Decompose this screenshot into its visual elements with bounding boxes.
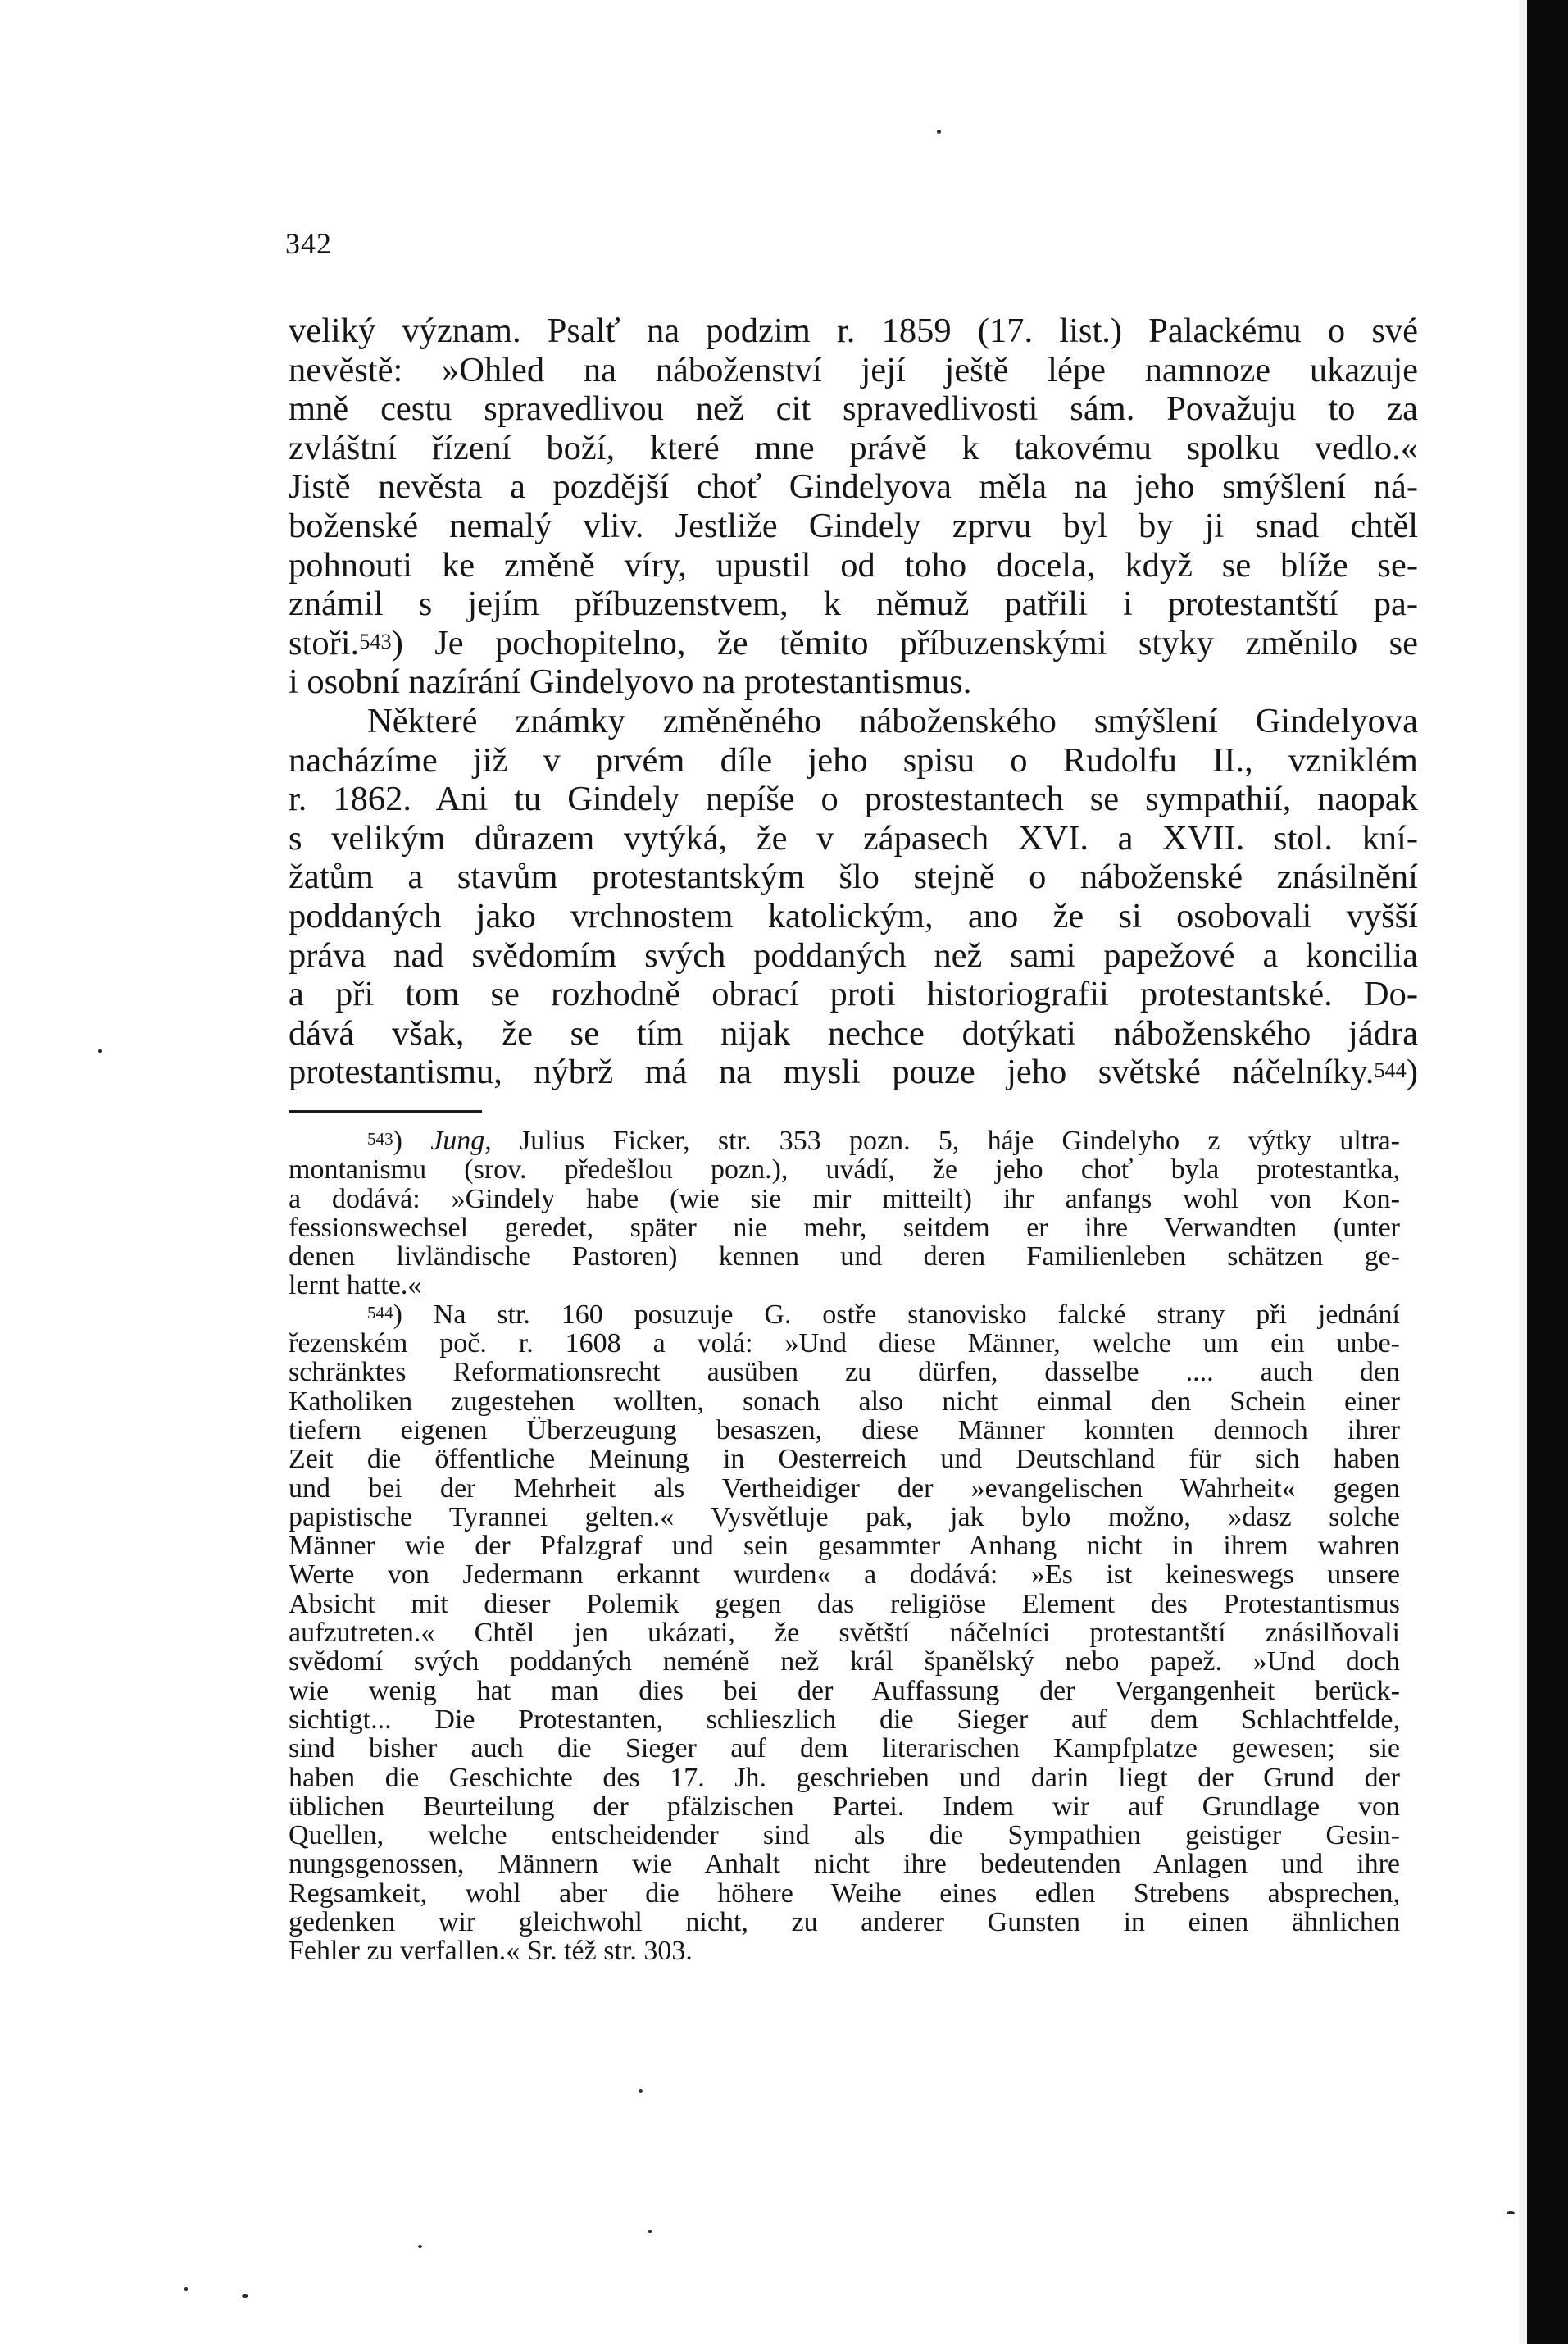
footnote-line: gedenken wir gleichwohl nicht, zu anderer Gunsten in einen ähnlichen: [289, 1907, 1400, 1938]
footnote-line: üblichen Beurteilung der pfälzischen Partei. Indem wir auf Grundlage von: [289, 1791, 1400, 1822]
footnote-line: schränktes Reformationsrecht ausüben zu dürfen, dasselbe .... auch den: [289, 1357, 1400, 1388]
footnote-line: Katholiken zugestehen wollten, sonach also nicht einmal den Schein einer: [289, 1386, 1400, 1417]
text-line: žatům a stavům protestantským šlo stejně o náboženské znásilnění: [289, 858, 1418, 897]
footnote-line: Regsamkeit, wohl aber die höhere Weihe eines edlen Strebens absprechen,: [289, 1877, 1400, 1909]
text-line: poddaných jako vrchnostem katolickým, ano že si osobovali vyšší: [289, 896, 1418, 935]
footnote-line: tiefern eigenen Überzeugung besaszen, diese Männer konnten dennoch ihrer: [289, 1414, 1400, 1445]
footnotes: [289, 1126, 1400, 1966]
footnote-line: $^{543}$) Jung, Julius Ficker, str. 353 pozn. 5, háje Gindelyho z výtky ultra-: [367, 1126, 1400, 1156]
footnote-544: [289, 1300, 1400, 1966]
text-fragment: Na str. 160 posuzuje G. ostře stanovisko falcké strany při jednání: [433, 1299, 1400, 1330]
text-line: zvláštní řízení boží, které mne právě k takovému spolku vedlo.«: [289, 428, 1418, 467]
text-line: dává však, že se tím nijak nechce dotýkati náboženského jádra: [289, 1013, 1418, 1053]
footnote-line: Absicht mit dieser Polemik gegen das religiöse Element des Protestantismus: [289, 1588, 1400, 1619]
footnote-line: Männer wie der Pfalzgraf und sein gesammter Anhang nicht in ihrem wahren: [289, 1531, 1400, 1562]
text-line: Jistě nevěsta a pozdější choť Gindelyova měla na jeho smýšlení ná-: [289, 467, 1418, 507]
footnote-line: Werte von Jedermann erkannt wurden« a dodává: »Es ist keineswegs unsere: [289, 1559, 1400, 1591]
footnote-line: Fehler zu verfallen.« Sr. též str. 303.: [289, 1936, 693, 1967]
footnote-author: Jung,: [430, 1126, 492, 1156]
page-number: 342: [285, 227, 332, 260]
text-line: pohnouti ke změně víry, upustil od toho docela, když se blíže se-: [289, 545, 1418, 585]
footnote-line: Quellen, welche entscheidender sind als die Sympathien geistiger Gesin-: [289, 1820, 1400, 1851]
footnote-line: a dodává: »Gindely habe (wie sie mir mitteilt) ihr anfangs wohl von Kon-: [289, 1183, 1400, 1214]
footnote-ref-543: 543: [359, 629, 392, 653]
text-line: s velikým důrazem vytýká, že v zápasech XVI. a XVII. stol. kní-: [289, 818, 1418, 858]
scan-speck: [937, 130, 941, 134]
footnote-line: řezenském poč. r. 1608 a volá: »Und diese Männer, welche um ein unbe-: [289, 1328, 1400, 1359]
footnote-separator: [289, 1110, 482, 1113]
paragraph-2: [289, 702, 1418, 1092]
scan-speck: [648, 2230, 652, 2233]
footnote-ref-544: 544: [1374, 1058, 1407, 1083]
text-line: a při tom se rozhodně obrací proti historiografii protestantské. Do-: [289, 975, 1418, 1014]
text-fragment: Julius Ficker, str. 353 pozn. 5, háje Gindelyho z výtky ultra-: [520, 1126, 1400, 1156]
scan-speck: [98, 1049, 102, 1053]
text-line: známil s jejím příbuzenstvem, k němuž patřili i protestantští pa-: [289, 585, 1418, 624]
footnote-line: denen livländische Pastoren) kennen und deren Familienleben schätzen ge-: [289, 1241, 1400, 1272]
footnote-marker: 543: [367, 1129, 393, 1149]
scan-speck: [242, 2294, 248, 2298]
scan-speck: [639, 2089, 643, 2093]
footnote-line: Zeit die öffentliche Meinung in Oesterreich und Deutschland für sich haben: [289, 1444, 1400, 1475]
text-fragment: ): [1406, 1053, 1418, 1092]
footnote-line: papistische Tyrannei gelten.« Vysvětluje pak, jak bylo možno, »dasz solche: [289, 1501, 1400, 1532]
text-line: Některé známky změněného náboženského smýšlení Gindelyova: [367, 701, 1418, 740]
paragraph-1: [289, 312, 1418, 702]
text-line: práva nad svědomím svých poddaných než sami papežové a koncilia: [289, 935, 1418, 975]
footnote-line: fessionswechsel geredet, später nie mehr, seitdem er ihre Verwandten (unter: [289, 1212, 1400, 1243]
text-line: mně cestu spravedlivou než cit spravedlivosti sám. Považuju to za: [289, 389, 1418, 429]
footnote-line: und bei der Mehrheit als Vertheidiger der »evangelischen Wahrheit« gegen: [289, 1472, 1400, 1504]
text-line: nacházíme již v prvém díle jeho spisu o Rudolfu II., vzniklém: [289, 740, 1418, 780]
footnote-line: lernt hatte.«: [289, 1270, 422, 1301]
footnote-line: aufzutreten.« Chtěl jen ukázati, že světští náčelníci protestantští znásilňovali: [289, 1618, 1400, 1649]
body-text: [289, 312, 1418, 1092]
text-line: r. 1862. Ani tu Gindely nepíše o prostestantech se sympathií, naopak: [289, 780, 1418, 819]
scan-speck: [418, 2245, 422, 2248]
text-line: nevěstě: »Ohled na náboženství její ještě lépe namnoze ukazuje: [289, 350, 1418, 389]
text-line: i osobní nazírání Gindelyovo na protestantismus.: [289, 662, 972, 702]
text-fragment: protestantismu, nýbrž má na mysli pouze jeho světské náčelníky.: [289, 1053, 1375, 1092]
footnote-line: nungsgenossen, Männern wie Anhalt nicht ihre bedeutenden Anlagen und ihre: [289, 1849, 1400, 1880]
footnote-line: $^{544}$) Na str. 160 posuzuje G. ostře stanovisko falcké strany při jednání: [367, 1299, 1400, 1330]
text-line: boženské nemalý vliv. Jestliže Gindely zprvu byl by ji snad chtěl: [289, 506, 1418, 545]
scan-edge-shadow: [1527, 0, 1568, 2344]
text-line: veliký význam. Psalť na podzim r. 1859 (17. list.) Palackému o své: [289, 312, 1418, 350]
footnote-marker: 544: [367, 1302, 393, 1322]
text-line: [289, 624, 1418, 663]
footnote-line: haben die Geschichte des 17. Jh. geschrieben und darin liegt der Grund der: [289, 1762, 1400, 1793]
footnote-line: svědomí svých poddaných neméně než král španělský nebo papež. »Und doch: [289, 1646, 1400, 1677]
footnote-line: montanismu (srov. předešlou pozn.), uvádí, že jeho choť byla protestantka,: [289, 1154, 1400, 1186]
footnote-line: sind bisher auch die Sieger auf dem literarischen Kampfplatze gewesen; sie: [289, 1733, 1400, 1764]
text-fragment: ) Je pochopitelno, že těmito příbuzenskými styky změnilo se: [391, 623, 1418, 662]
footnote-line: wie wenig hat man dies bei der Auffassung der Vergangenheit berück-: [289, 1675, 1400, 1706]
footnote-543: [289, 1126, 1400, 1300]
scan-speck: [1507, 2211, 1515, 2214]
scan-speck: [184, 2287, 188, 2291]
text-line: [289, 1053, 1418, 1092]
text-fragment: stoři.: [289, 623, 360, 662]
page-edge-gap: [1519, 0, 1527, 2344]
footnote-line: sichtigt... Die Protestanten, schlieszlich die Sieger auf dem Schlachtfelde,: [289, 1704, 1400, 1735]
